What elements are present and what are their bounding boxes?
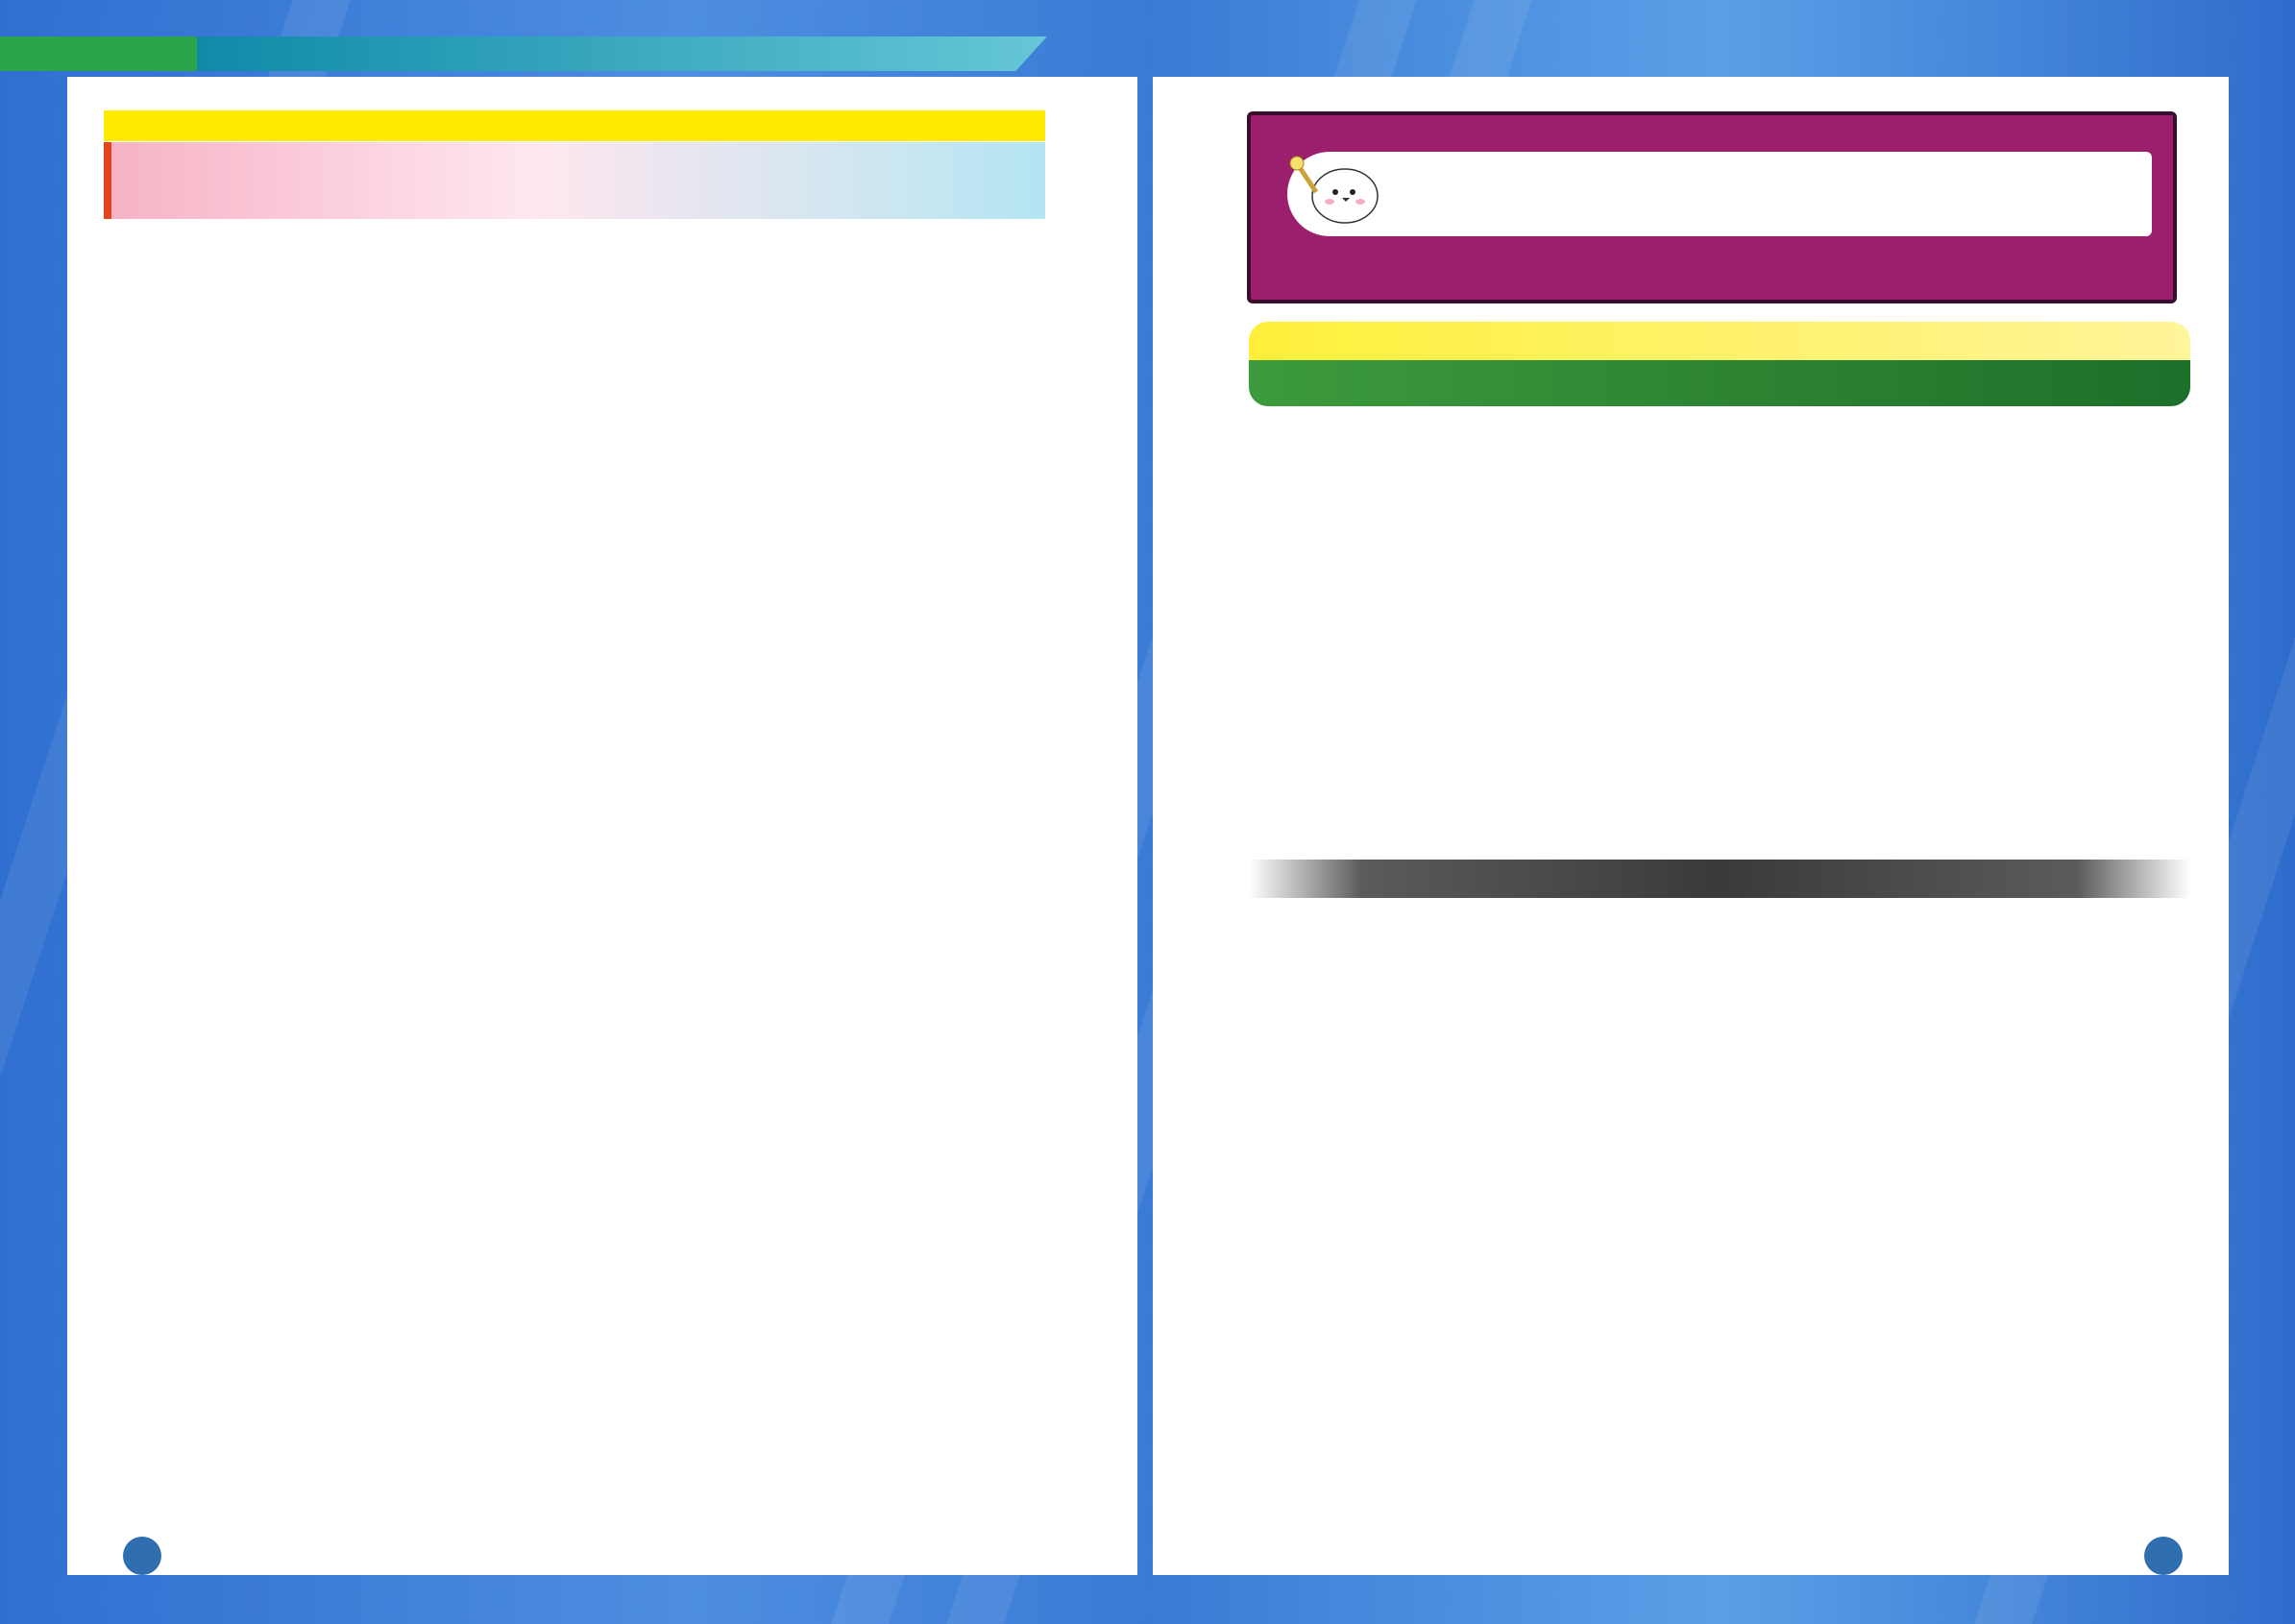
page-number-right <box>2144 1537 2183 1575</box>
left-title-banner <box>104 142 1045 219</box>
left-subtitle <box>104 110 1045 141</box>
page-number-left <box>123 1537 161 1575</box>
vertical-article <box>1249 1133 2190 1508</box>
tools-heading <box>1249 860 2190 898</box>
roadmap-subtitle <box>1249 322 2190 360</box>
left-page <box>67 77 1137 1575</box>
right-title-plate <box>1287 152 2152 236</box>
bird-mascot-icon <box>1289 154 1385 230</box>
roadmap-title <box>1249 360 2190 406</box>
chapter-bar <box>0 36 1047 71</box>
